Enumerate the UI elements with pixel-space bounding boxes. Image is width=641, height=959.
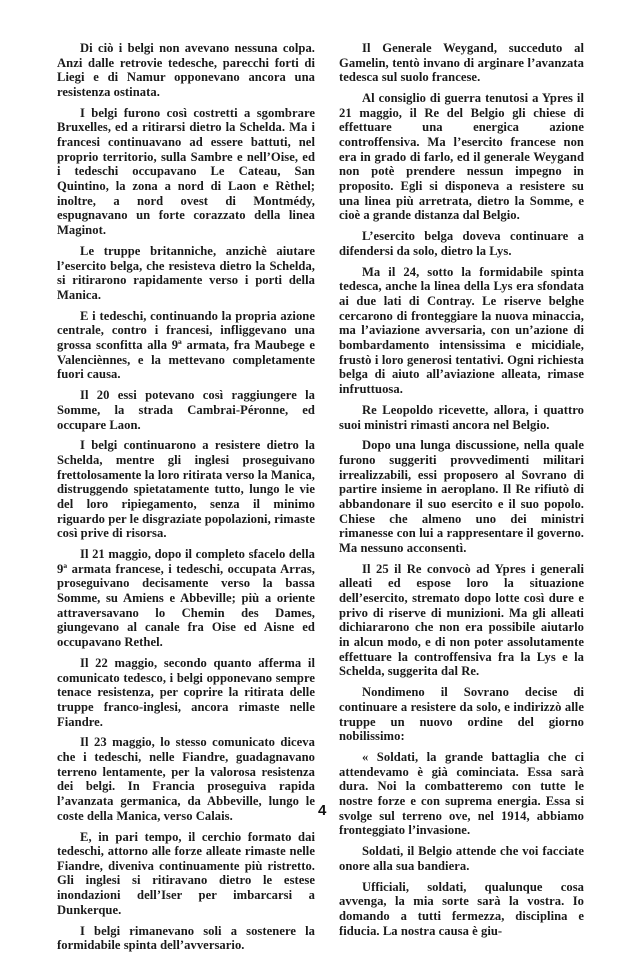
paragraph: I belgi rimanevano soli a sostenere la formidabile spinta dell’avversario. xyxy=(57,923,315,953)
paragraph: Re Leopoldo ricevette, allora, i quattro suoi ministri rimasti ancora nel Belgio. xyxy=(339,402,584,432)
paragraph: Nondimeno il Sovrano decise di continuare a resistere da solo, e indirizzò alle truppe un nuovo ordine del giorno nobilissimo: xyxy=(339,685,584,744)
paragraph: Il 25 il Re convocò ad Ypres i generali alleati ed espose loro la situazione dell’esercito, stremato dopo lotte così dure e privo di riserve di munizioni. Ma gli alleati dichiararono che non era possibile aiutarlo in alcun modo, e di non poter assolutamente effettuare la controffensiva fra la Lys e la Schelda, suggerita dal Re. xyxy=(339,561,584,679)
right-column xyxy=(339,41,584,944)
paragraph: L’esercito belga doveva continuare a difendersi da solo, dietro la Lys. xyxy=(339,229,584,258)
paragraph: E, in pari tempo, il cerchio formato dai tedeschi, attorno alle forze alleate rimaste nelle Fiandre, diveniva continuamente più ristretto. Gli inglesi si ritiravano dietro le estese inondazioni dell’Iser per imbarcarsi a Dunkerque. xyxy=(57,829,315,917)
paragraph: I belgi furono così costretti a sgombrare Bruxelles, ed a ritirarsi dietro la Schelda. Ma i francesi continuavano ad essere battuti, nel proprio territorio, sulla Sambre e nell’Oise, ed i tedeschi occupavano Le Cateau, San Quintino, la zona a nord di Laon e Rèthel; inoltre, a nord ovest di Montmédy, espugnavano un forte corazzato della linea Maginot. xyxy=(57,105,315,238)
quote-paragraph: « Soldati, la grande battaglia che ci attendevamo è già cominciata. Essa sarà dura. Noi la combatteremo con tutte le nostre forze e con suprema energia. Essa si svolge sul terreno ove, nel 1914, abbiamo fronteggiato l’invasione. xyxy=(339,750,584,838)
paragraph: Il 22 maggio, secondo quanto afferma il comunicato tedesco, i belgi opponevano sempre tenace resistenza, per coprire la ritirata delle truppe franco-inglesi, ancora rimaste nelle Fiandre. xyxy=(57,655,315,729)
paragraph: Di ciò i belgi non avevano nessuna colpa. Anzi dalle retrovie tedesche, parecchi forti di Liegi e di Namur opponevano ancora una resistenza ostinata. xyxy=(57,41,315,99)
paragraph: Dopo una lunga discussione, nella quale furono suggeriti provvedimenti militari irrealizzabili, essi proposero al Sovrano di partire insieme in aeroplano. Il Re rifiutò di abbandonare il suo esercito e il suo popolo. Chiese che almeno uno dei ministri rimanesse con lui a rappresentare il governo. Ma nessuno acconsentì. xyxy=(339,438,584,555)
paragraph: E i tedeschi, continuando la propria azione centrale, contro i francesi, infliggevano una grossa sconfitta alla 9ª armata, fra Maubege e Valenciènnes, e la mettevano completamente fuori causa. xyxy=(57,308,315,382)
left-column xyxy=(57,41,315,959)
quote-paragraph: Ufficiali, soldati, qualunque cosa avvenga, la mia sorte sarà la vostra. Io domando a tutti fermezza, disciplina e fiducia. La nostra causa è giu- xyxy=(339,879,584,938)
paragraph: Al consiglio di guerra tenutosi a Ypres il 21 maggio, il Re del Belgio gli chiese di effettuare una energica azione controffensiva. Ma l’esercito francese non era in grado di farlo, ed il generale Weygand non potè prendere nessun impegno in proposito. Egli si disponeva a resistere su una linea più arretrata, dietro la Somme, e cioè a grande distanza dal Belgio. xyxy=(339,91,584,223)
paragraph: Il 23 maggio, lo stesso comunicato diceva che i tedeschi, nelle Fiandre, guadagnavano terreno lentamente, per la valorosa resistenza dei belgi. In Francia proseguiva rapida l’avanzata germanica, da Abbeville, lungo le coste della Manica, verso Calais. xyxy=(57,735,315,823)
quote-paragraph: Soldati, il Belgio attende che voi facciate onore alla sua bandiera. xyxy=(339,844,584,873)
paragraph: Le truppe britanniche, anzichè aiutare l’esercito belga, che resisteva dietro la Schelda, si ritirarono rapidamente verso i porti della Manica. xyxy=(57,243,315,302)
paragraph: Il 20 essi potevano così raggiungere la Somme, la strada Cambrai-Péronne, ed occupare Laon. xyxy=(57,388,315,432)
paragraph: I belgi continuarono a resistere dietro la Schelda, mentre gli inglesi proseguivano frettolosamente la loro ritirata verso la Manica, distruggendo spietatamente tutto, lungo le vie del loro ripiegamento, senza il minimo riguardo per le disgraziate popolazioni, rimaste così prive di risorsa. xyxy=(57,438,315,541)
paragraph: Ma il 24, sotto la formidabile spinta tedesca, anche la linea della Lys era sfondata ai due lati di Contray. Le riserve belghe cercarono di fronteggiare la nuova minaccia, ma l’aviazione avversaria, con un’azione di bombardamento intensissima e micidiale, frustò i loro generosi tentativi. Ogni richiesta belga di aiuto all’aviazione alleata, rimase infruttuosa. xyxy=(339,264,584,396)
paragraph: Il 21 maggio, dopo il completo sfacelo della 9ª armata francese, i tedeschi, occupata Arras, proseguivano decisamente verso la bassa Somme, su Amiens e Abbeville; più a oriente attraversavano lo Chemin des Dames, giungevano al canale fra Oise ed Aisne ed occupavano Rethel. xyxy=(57,547,315,650)
paragraph: Il Generale Weygand, succeduto al Gamelin, tentò invano di arginare l’avanzata tedesca sul suolo francese. xyxy=(339,41,584,85)
page-number: 4 xyxy=(318,802,327,819)
